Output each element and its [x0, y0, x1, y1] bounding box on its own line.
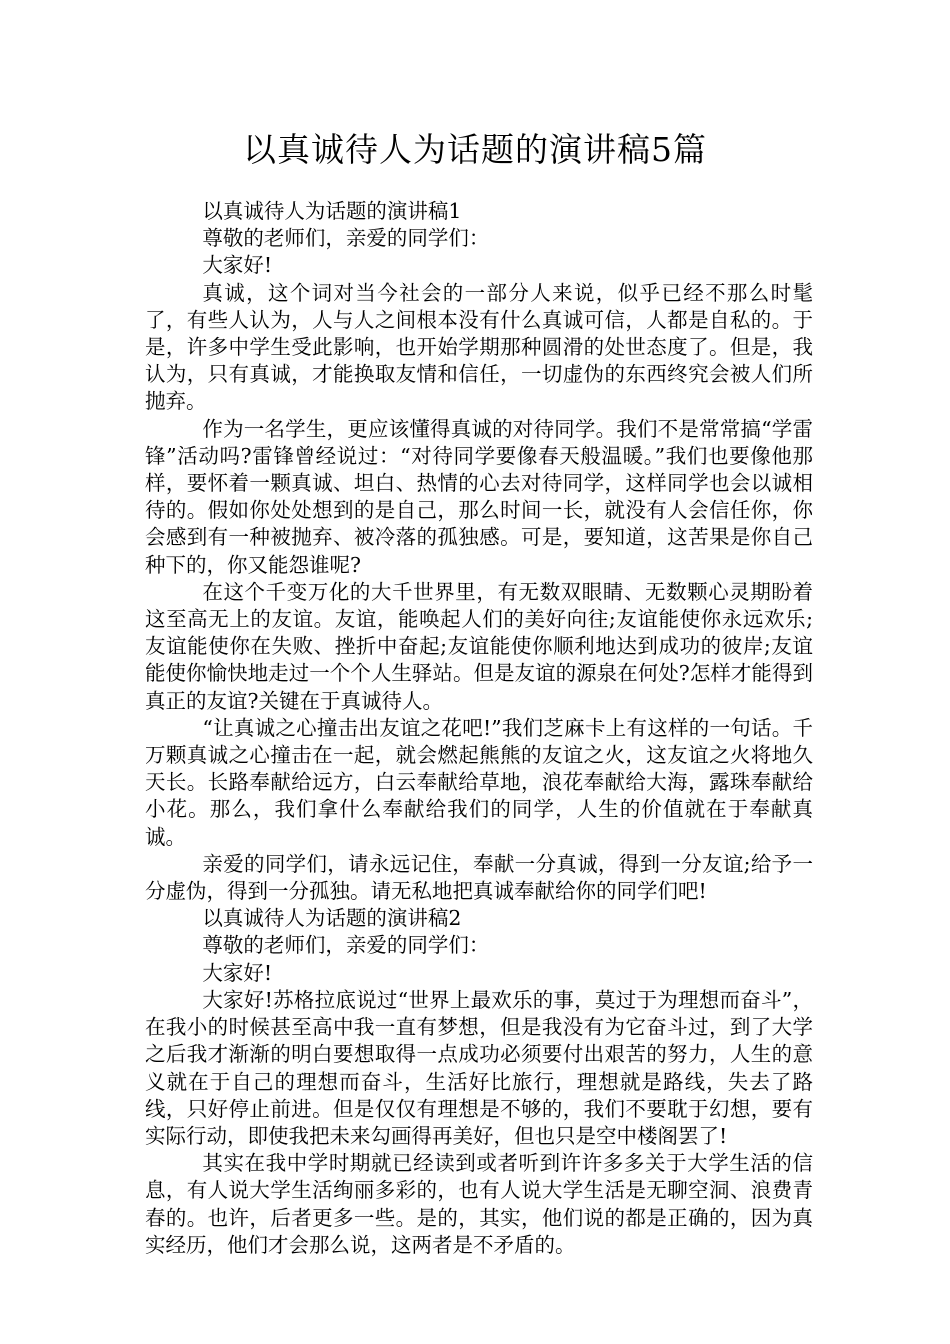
body-paragraph: 作为一名学生，更应该懂得真诚的对待同学。我们不是常常搞“学雷锋”活动吗?雷锋曾经说过：“对待同学要像春天般温暖。”我们也要像他那样，要怀着一颗真诚、坦白、热情的心去对待同学，这样同学也会以诚相待的。假如你处处想到的是自己，那么时间一长，就没有人会信任你，你会感到有一种被抛弃、被冷落的孤独感。可是，要知道，这苦果是你自己种下的，你又能怨谁呢? [145, 416, 813, 577]
body-paragraph: 在这个千变万化的大千世界里，有无数双眼睛、无数颗心灵期盼着这至高无上的友谊。友谊，能唤起人们的美好向往;友谊能使你永远欢乐;友谊能使你在失败、挫折中奋起;友谊能使你顺利地达到成功的彼岸;友谊能使你愉快地走过一个个人生驿站。但是友谊的源泉在何处?怎样才能得到真正的友谊?关键在于真诚待人。 [145, 579, 813, 713]
document-body [145, 198, 813, 1259]
speech-2-heading: 以真诚待人为话题的演讲稿2 [202, 906, 462, 931]
body-paragraph: “让真诚之心撞击出友谊之花吧!”我们芝麻卡上有这样的一句话。千万颗真诚之心撞击在一起，就会燃起熊熊的友谊之火，这友谊之火将地久天长。长路奉献给远方，白云奉献给草地，浪花奉献给大海，露珠奉献给小花。那么，我们拿什么奉献给我们的同学，人生的价值就在于奉献真诚。 [145, 715, 813, 849]
body-paragraph: 真诚，这个词对当今社会的一部分人来说，似乎已经不那么时髦了，有些人认为，人与人之间根本没有什么真诚可信，人都是自私的。于是，许多中学生受此影响，也开始学期那种圆滑的处世态度了。但是，我认为，只有真诚，才能换取友情和信任，一切虚伪的东西终究会被人们所抛弃。 [145, 280, 813, 414]
body-paragraph: 其实在我中学时期就已经读到或者听到许许多多关于大学生活的信息，有人说大学生活绚丽多彩的，也有人说大学生活是无聊空洞、浪费青春的。也许，后者更多一些。是的，其实，他们说的都是正确的，因为真实经历，他们才会那么说，这两者是不矛盾的。 [145, 1151, 813, 1257]
salutation: 尊敬的老师们，亲爱的同学们： [202, 933, 490, 958]
body-paragraph: 亲爱的同学们，请永远记住，奉献一分真诚，得到一分友谊;给予一分虚伪，得到一分孤独。请无私地把真诚奉献给你的同学们吧! [145, 851, 813, 904]
body-paragraph: 大家好!苏格拉底说过“世界上最欢乐的事，莫过于为理想而奋斗”，在我小的时候甚至高中我一直有梦想，但是我没有为它奋斗过，到了大学之后我才渐渐的明白要想取得一点成功必须要付出艰苦的努力，人生的意义就在于自己的理想而奋斗，生活好比旅行，理想就是路线，失去了路线，只好停止前进。但是仅仅有理想是不够的，我们不要耽于幻想，要有实际行动，即使我把未来勾画得再美好，但也只是空中楼阁罢了! [145, 987, 813, 1148]
speech-1-heading: 以真诚待人为话题的演讲稿1 [202, 199, 462, 223]
greeting: 大家好! [202, 960, 273, 985]
greeting: 大家好! [202, 253, 273, 278]
salutation: 尊敬的老师们，亲爱的同学们： [202, 226, 490, 251]
document-title: 以真诚待人为话题的演讲稿5篇 [243, 130, 707, 169]
